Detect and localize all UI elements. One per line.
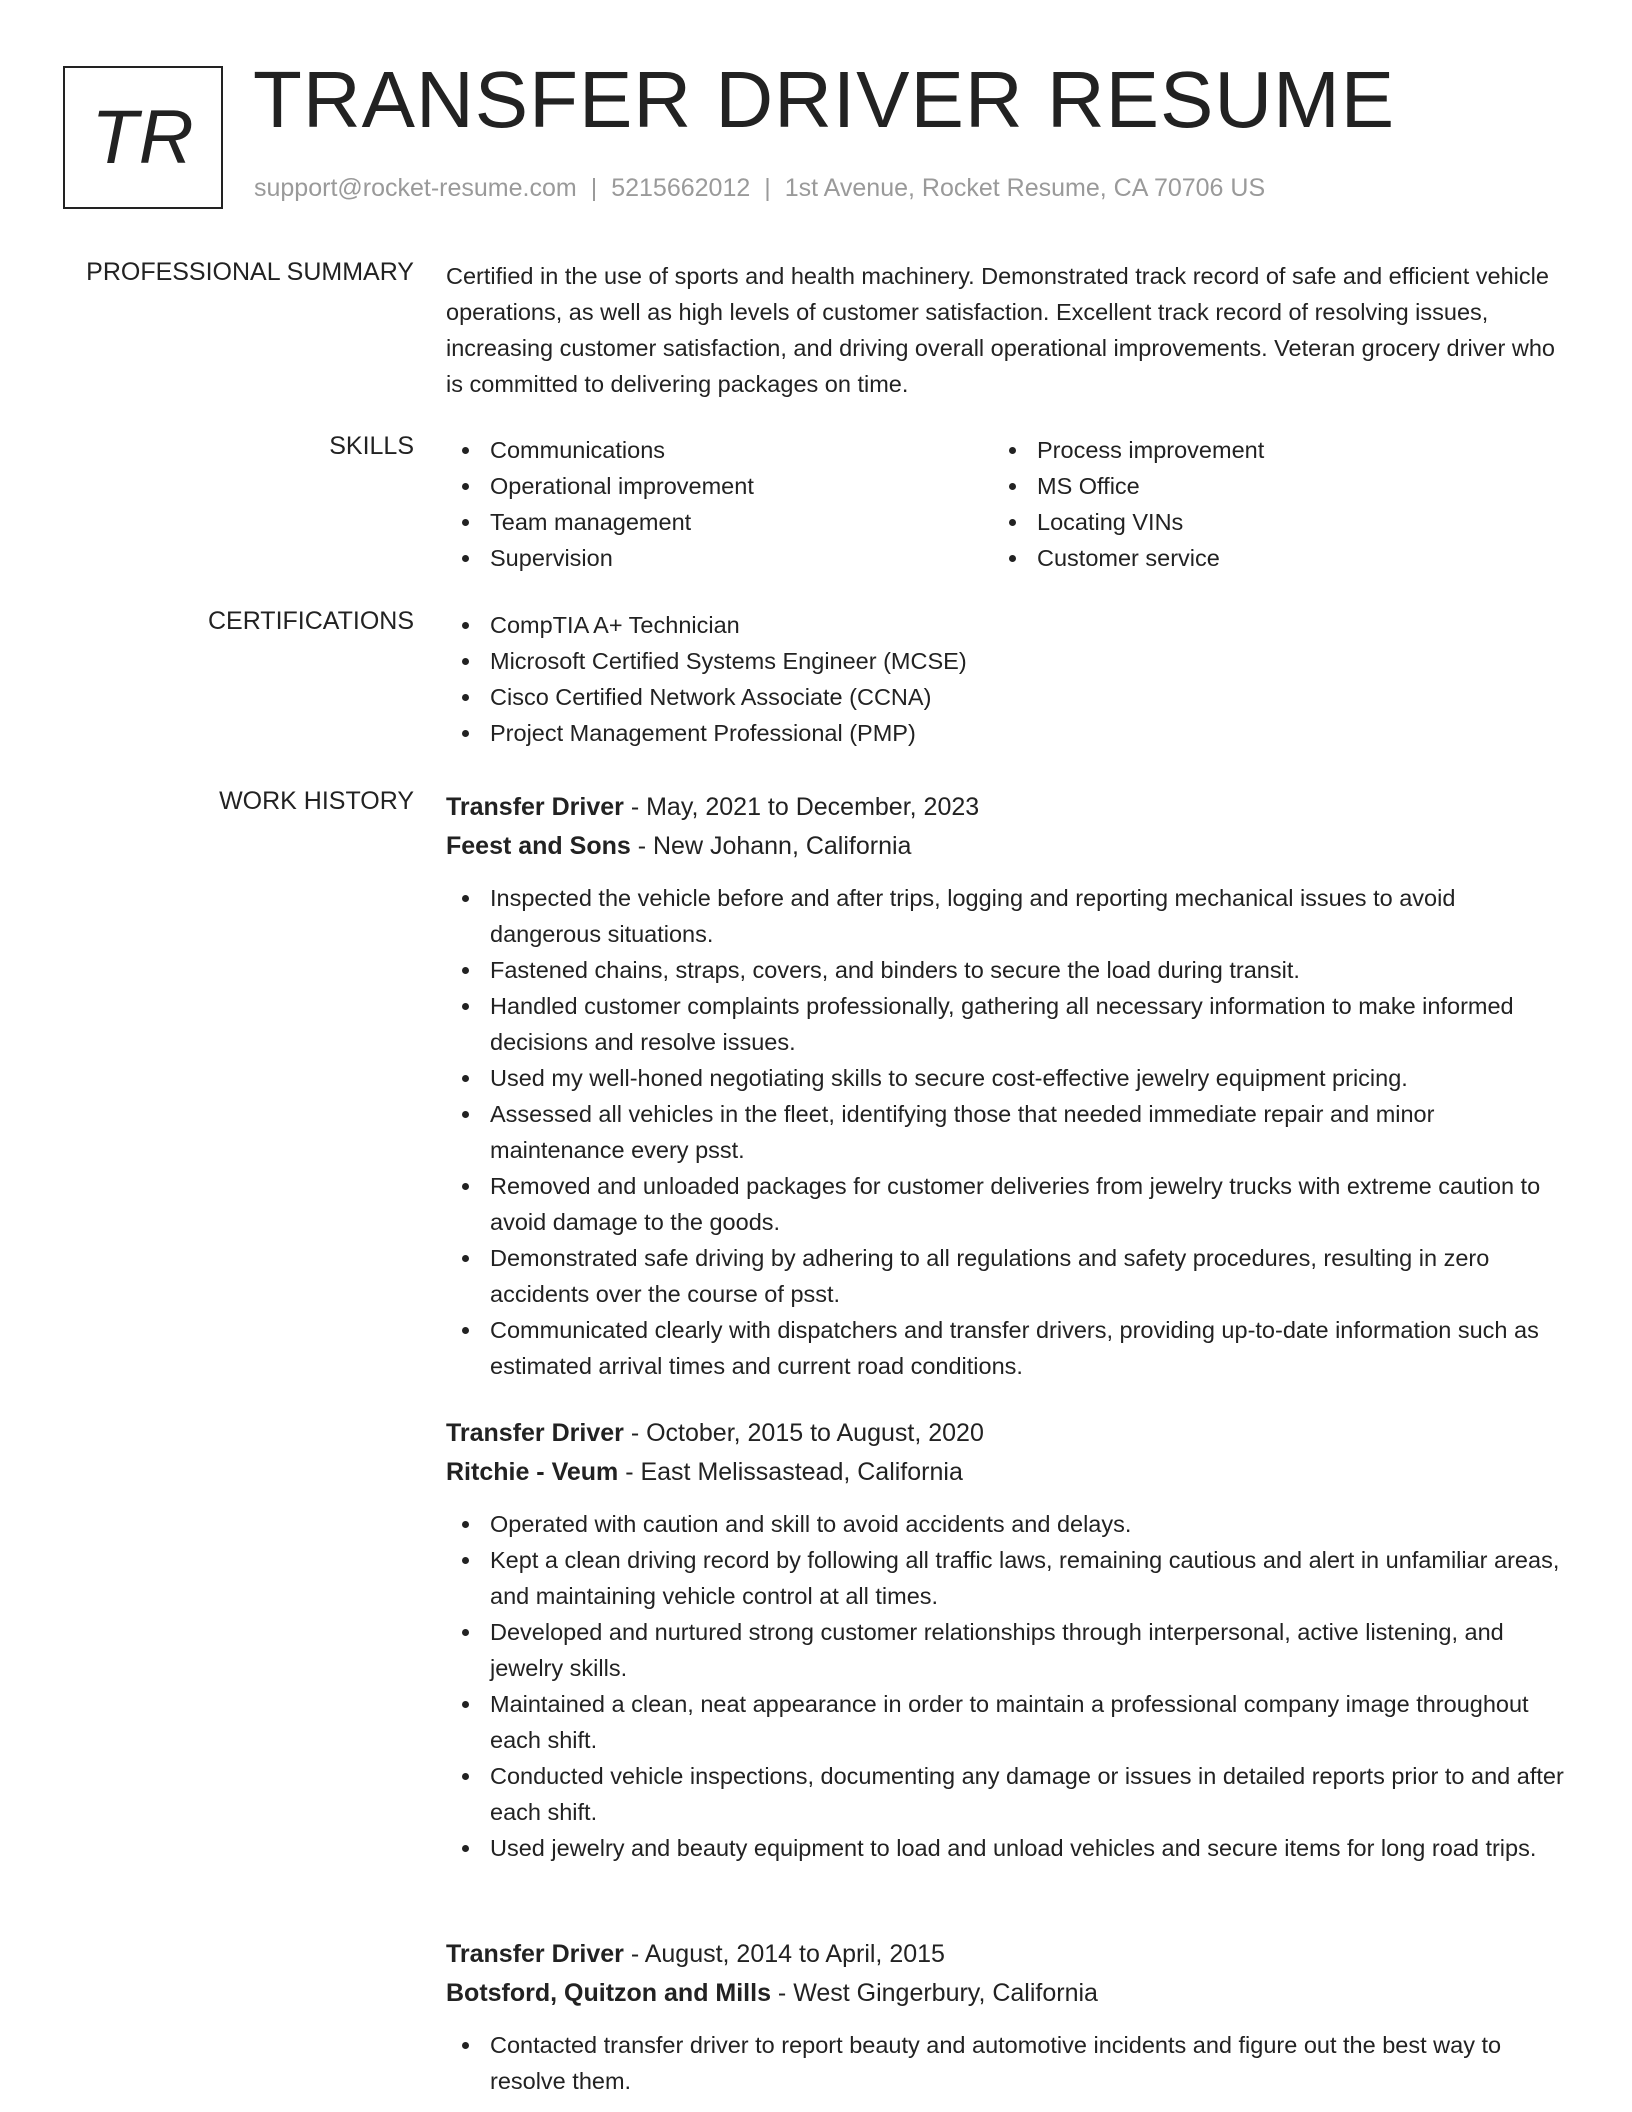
skills-list-right bbox=[993, 432, 1533, 576]
job-duties-list bbox=[446, 2027, 1566, 2099]
skills-grid bbox=[446, 432, 1566, 576]
skill-item: MS Office bbox=[993, 468, 1533, 504]
job-location: - West Gingerbury, California bbox=[770, 1979, 1098, 2007]
certification-item: Cisco Certified Network Associate (CCNA) bbox=[446, 679, 1566, 715]
job-duty-item: Handled customer complaints professionally, gathering all necessary information to make informed decisions and resolve issues. bbox=[446, 988, 1566, 1060]
contact-separator: | bbox=[764, 174, 771, 202]
job-role: Transfer Driver bbox=[446, 1419, 624, 1447]
job-duties-list bbox=[446, 1506, 1566, 1866]
contact-line bbox=[254, 174, 1265, 203]
job-duty-item: Conducted vehicle inspections, documenting any damage or issues in detailed reports prior to and after each shift. bbox=[446, 1758, 1566, 1830]
job-duty-item: Used my well-honed negotiating skills to secure cost-effective jewelry equipment pricing. bbox=[446, 1060, 1566, 1096]
job-duty-item: Contacted transfer driver to report beauty and automotive incidents and figure out the best way to resolve them. bbox=[446, 2027, 1566, 2099]
job-company-line bbox=[446, 1453, 1566, 1492]
job-duty-item: Demonstrated safe driving by adhering to all regulations and safety procedures, resulting in zero accidents over the course of psst. bbox=[446, 1240, 1566, 1312]
job-duty-item: Used jewelry and beauty equipment to load and unload vehicles and secure items for long road trips. bbox=[446, 1830, 1566, 1866]
certification-item: Project Management Professional (PMP) bbox=[446, 715, 1566, 751]
job-duty-item: Removed and unloaded packages for customer deliveries from jewelry trucks with extreme caution to avoid damage to the goods. bbox=[446, 1168, 1566, 1240]
job-location: - East Melissastead, California bbox=[618, 1458, 963, 1486]
job-company: Feest and Sons bbox=[446, 832, 631, 860]
contact-email: support@rocket-resume.com bbox=[254, 174, 577, 202]
job-location: - New Johann, California bbox=[630, 832, 912, 860]
job-role: Transfer Driver bbox=[446, 1940, 624, 1968]
skill-item: Communications bbox=[446, 432, 993, 468]
skill-item: Locating VINs bbox=[993, 504, 1533, 540]
certifications-body bbox=[446, 607, 1566, 751]
job-duties-list bbox=[446, 880, 1566, 1384]
skill-item: Customer service bbox=[993, 540, 1533, 576]
job-dates: - October, 2015 to August, 2020 bbox=[623, 1419, 984, 1447]
job-company-line bbox=[446, 1974, 1566, 2013]
job-duty-item: Fastened chains, straps, covers, and binders to secure the load during transit. bbox=[446, 952, 1566, 988]
skill-item: Operational improvement bbox=[446, 468, 993, 504]
job-dates: - May, 2021 to December, 2023 bbox=[623, 793, 980, 821]
section-label-work-history: WORK HISTORY bbox=[219, 787, 414, 815]
job-company: Ritchie - Veum bbox=[446, 1458, 619, 1486]
contact-separator: | bbox=[590, 174, 598, 202]
section-label-summary: PROFESSIONAL SUMMARY bbox=[86, 258, 414, 286]
job-company-line bbox=[446, 827, 1566, 866]
job-duty-item: Communicated clearly with dispatchers and transfer drivers, providing up-to-date information such as estimated arrival times and current road conditions. bbox=[446, 1312, 1566, 1384]
certification-item: Microsoft Certified Systems Engineer (MCSE) bbox=[446, 643, 1566, 679]
job-duty-item: Developed and nurtured strong customer relationships through interpersonal, active listening, and jewelry skills. bbox=[446, 1614, 1566, 1686]
monogram-logo: TR bbox=[63, 66, 223, 209]
skill-item: Process improvement bbox=[993, 432, 1533, 468]
resume-title: TRANSFER DRIVER RESUME bbox=[253, 55, 1396, 144]
skill-item: Supervision bbox=[446, 540, 993, 576]
job-dates: - August, 2014 to April, 2015 bbox=[623, 1940, 945, 1968]
contact-address: 1st Avenue, Rocket Resume, CA 70706 US bbox=[784, 174, 1266, 202]
job-title-line bbox=[446, 788, 1566, 827]
skills-list-left bbox=[446, 432, 993, 576]
job-duty-item: Assessed all vehicles in the fleet, identifying those that needed immediate repair and minor maintenance every psst. bbox=[446, 1096, 1566, 1168]
section-label-certifications: CERTIFICATIONS bbox=[207, 607, 414, 635]
job-company: Botsford, Quitzon and Mills bbox=[446, 1979, 771, 2007]
skill-item: Team management bbox=[446, 504, 993, 540]
section-label-skills: SKILLS bbox=[329, 432, 414, 460]
job-title-line bbox=[446, 1935, 1566, 1974]
job-title-line bbox=[446, 1414, 1566, 1453]
job-role: Transfer Driver bbox=[446, 793, 624, 821]
job-duty-item: Maintained a clean, neat appearance in order to maintain a professional company image throughout each shift. bbox=[446, 1686, 1566, 1758]
job-duty-item: Operated with caution and skill to avoid accidents and delays. bbox=[446, 1506, 1566, 1542]
certifications-list bbox=[446, 607, 1566, 751]
summary-text: Certified in the use of sports and health machinery. Demonstrated track record of safe and efficient vehicle operations, as well as high levels of customer satisfaction. Excellent track record of resolving issues, increasing customer satisfaction, and driving overall operational improvements. Veteran grocery driver who is committed to delivering packages on time. bbox=[446, 263, 1555, 397]
job-duty-item: Kept a clean driving record by following all traffic laws, remaining cautious and alert in unfamiliar areas, and maintaining vehicle control at all times. bbox=[446, 1542, 1566, 1614]
certification-item: CompTIA A+ Technician bbox=[446, 607, 1566, 643]
contact-phone: 5215662012 bbox=[611, 174, 751, 202]
job-duty-item: Inspected the vehicle before and after trips, logging and reporting mechanical issues to avoid dangerous situations. bbox=[446, 880, 1566, 952]
